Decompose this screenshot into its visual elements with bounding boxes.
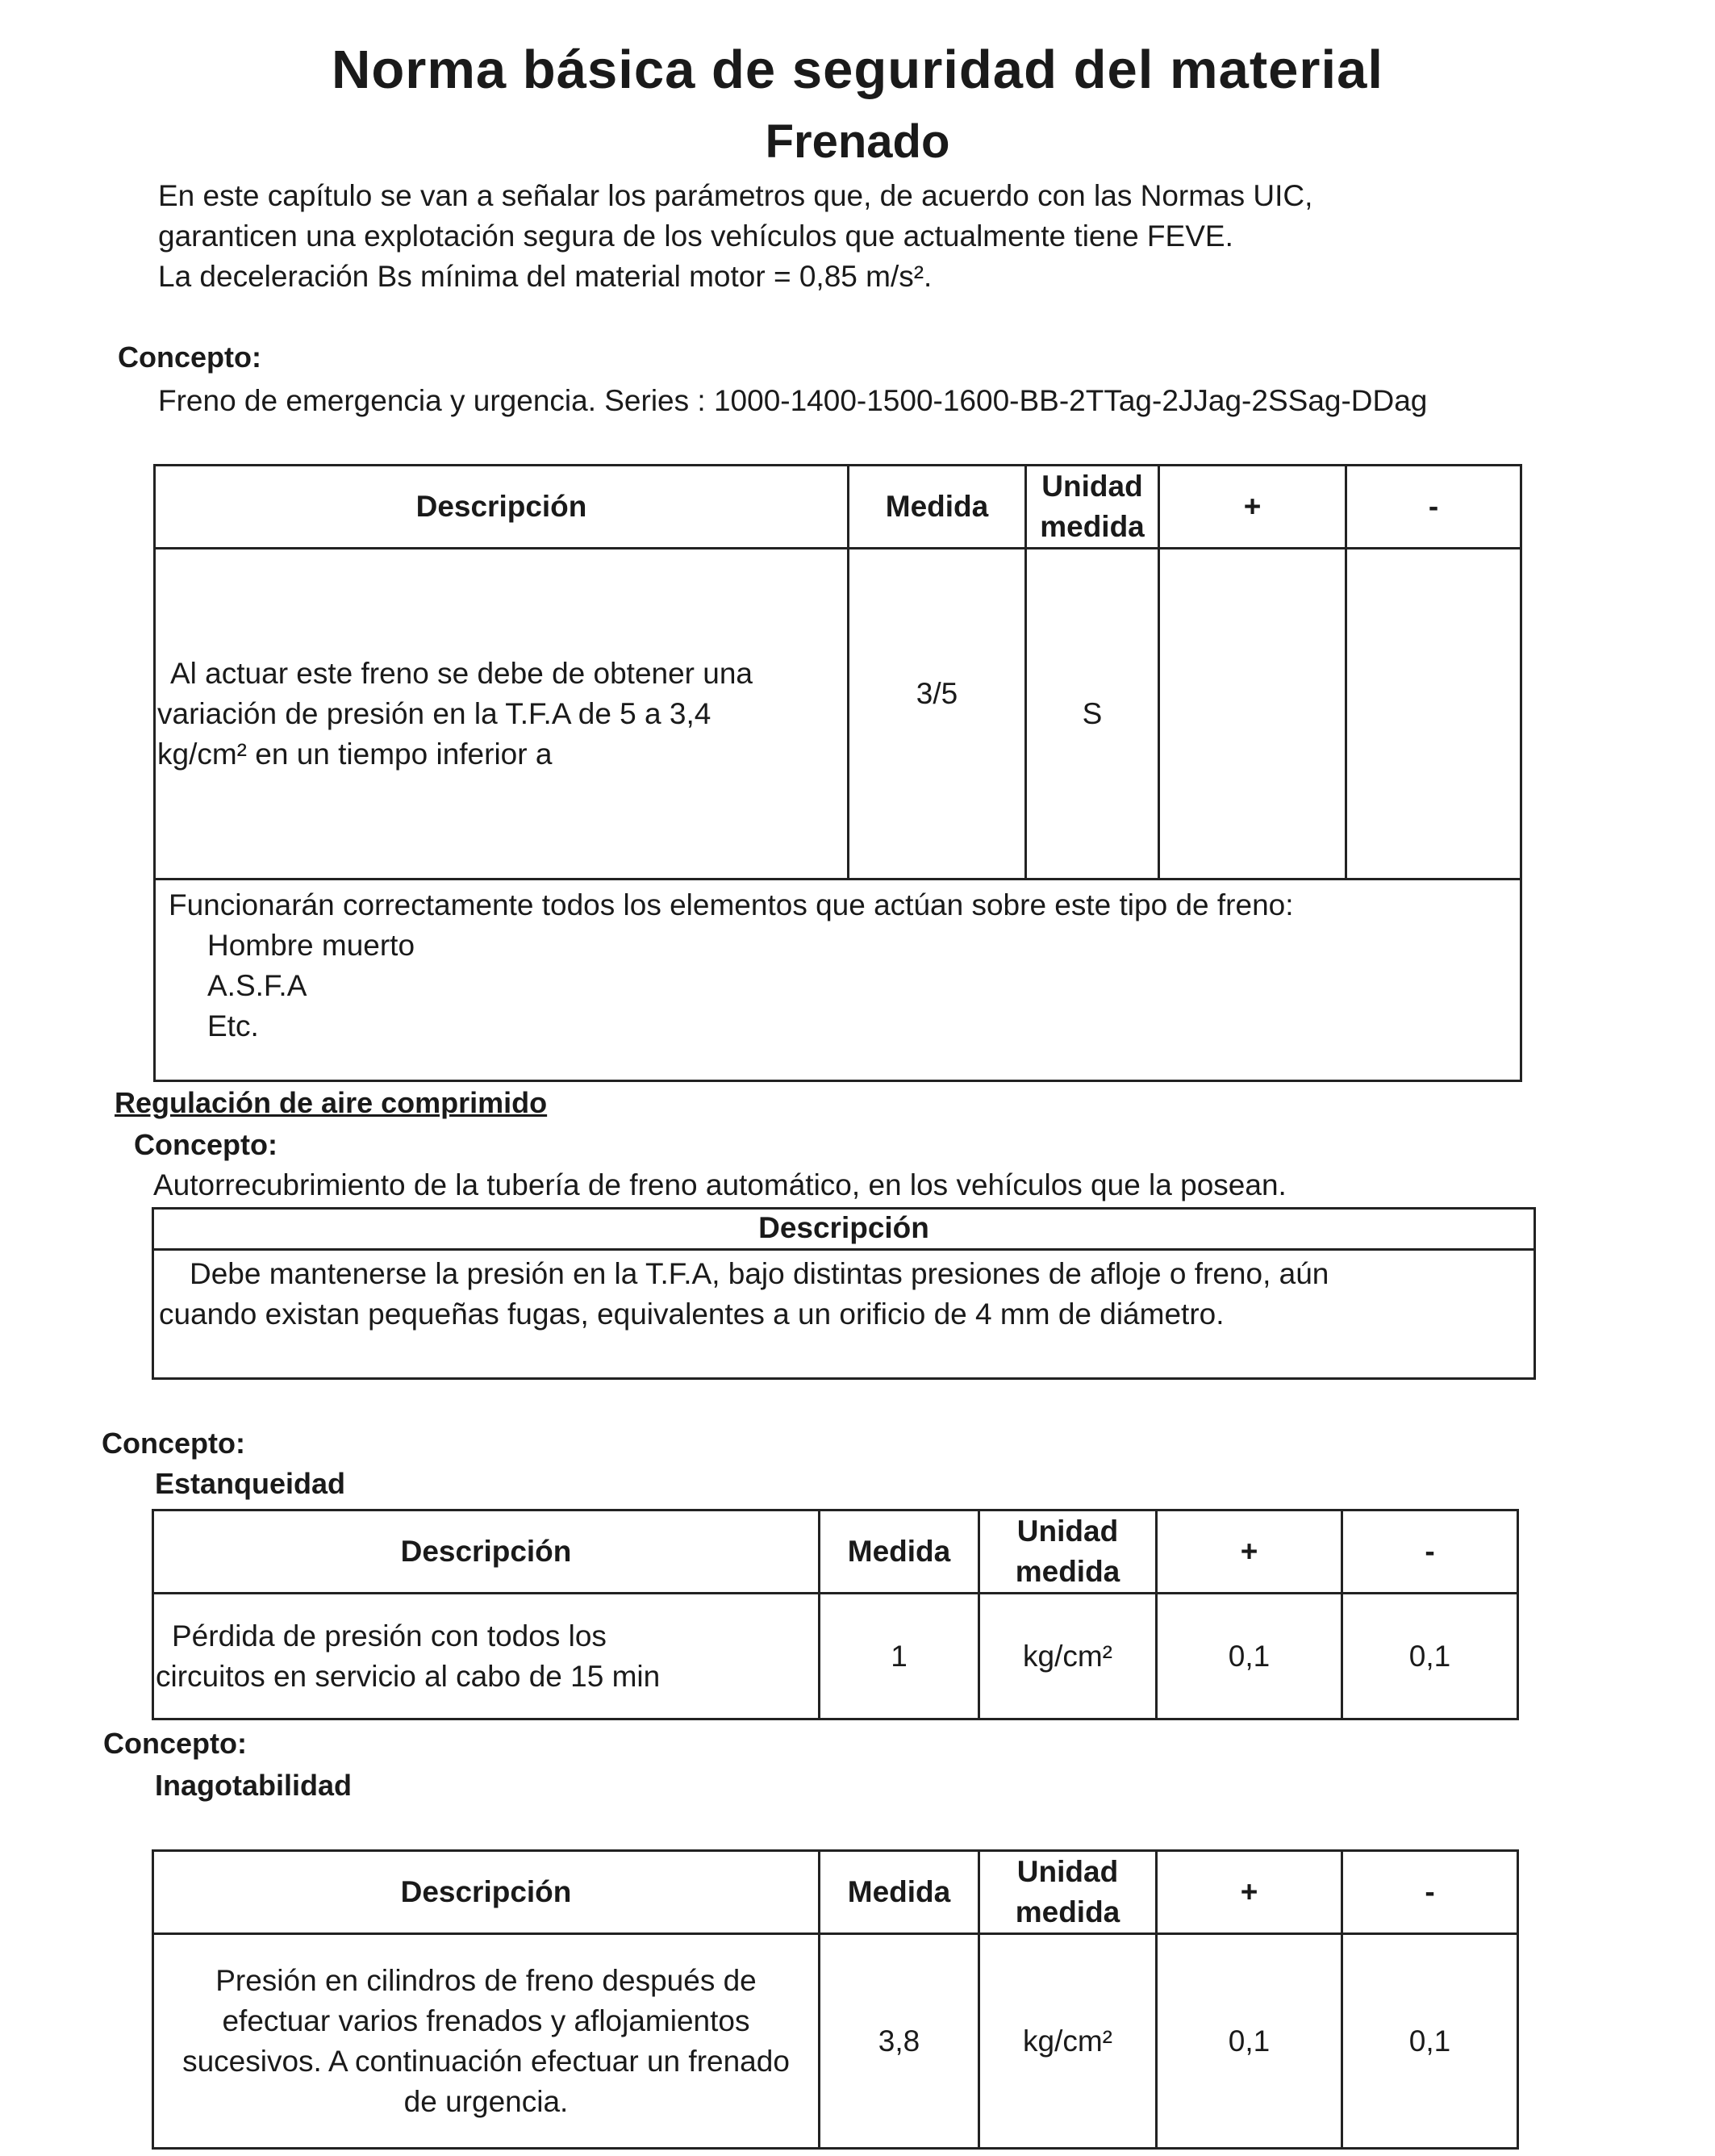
note-cell bbox=[155, 880, 1521, 1081]
row-medida: 1 bbox=[820, 1594, 979, 1719]
table-header-row bbox=[153, 1851, 1518, 1934]
note-item: Etc. bbox=[207, 1009, 259, 1042]
row-minus: 0,1 bbox=[1342, 1934, 1518, 2149]
note-row bbox=[155, 880, 1521, 1081]
desc-line-1: Debe mantenerse la presión en la T.F.A, bajo distintas presiones de afloje o freno, aún bbox=[190, 1257, 1329, 1290]
concept-text-1: Freno de emergencia y urgencia. Series : 1000-1400-1500-1600-BB-2TTag-2JJag-2SSag-DDag bbox=[158, 384, 1428, 417]
page-title: Norma básica de seguridad del material bbox=[331, 40, 1384, 100]
row-medida: 3,8 bbox=[820, 1934, 979, 2149]
row-description bbox=[153, 1594, 820, 1719]
section-heading-regulacion: Regulación de aire comprimido bbox=[115, 1086, 548, 1119]
row-medida bbox=[849, 549, 1026, 880]
concept-text-3: Estanqueidad bbox=[155, 1467, 346, 1500]
header-minus: - bbox=[1346, 466, 1521, 549]
row-plus: 0,1 bbox=[1157, 1594, 1342, 1719]
header-plus: + bbox=[1157, 1851, 1342, 1934]
row-unidad: S bbox=[1026, 549, 1159, 880]
desc-line-4: de urgencia. bbox=[403, 2084, 569, 2118]
table-header-row bbox=[153, 1510, 1518, 1594]
note-line: Funcionarán correctamente todos los elementos que actúan sobre este tipo de freno: bbox=[169, 888, 1294, 921]
header-descripcion: Descripción bbox=[153, 1510, 820, 1594]
desc-line-2: variación de presión en la T.F.A de 5 a 3,4 bbox=[157, 696, 711, 730]
row-minus bbox=[1346, 549, 1521, 880]
desc-line-2: cuando existan pequeñas fugas, equivalentes a un orificio de 4 mm de diámetro. bbox=[159, 1297, 1225, 1331]
concept-label-3: Concepto: bbox=[102, 1427, 245, 1460]
page-subtitle: Frenado bbox=[765, 115, 950, 168]
table-row bbox=[153, 1594, 1518, 1719]
desc-line-2: efectuar varios frenados y aflojamientos bbox=[222, 2003, 750, 2037]
medida-value: 3/5 bbox=[916, 676, 958, 710]
desc-line-3: sucesivos. A continuación efectuar un frenado bbox=[182, 2044, 790, 2078]
concept-label-1: Concepto: bbox=[118, 341, 261, 374]
header-medida: Medida bbox=[820, 1510, 979, 1594]
table-header-row bbox=[155, 466, 1521, 549]
row-description bbox=[153, 1934, 820, 2149]
table-row bbox=[153, 1934, 1518, 2149]
desc-body bbox=[154, 1251, 1533, 1335]
header-descripcion: Descripción bbox=[155, 466, 849, 549]
header-minus: - bbox=[1342, 1851, 1518, 1934]
header-plus: + bbox=[1157, 1510, 1342, 1594]
header-plus: + bbox=[1159, 466, 1346, 549]
row-description bbox=[155, 549, 849, 880]
header-unidad-medida: Unidad medida bbox=[979, 1510, 1157, 1594]
note-item: A.S.F.A bbox=[207, 969, 307, 1002]
row-unidad: kg/cm² bbox=[979, 1934, 1157, 2149]
desc-line-1: Pérdida de presión con todos los bbox=[172, 1619, 607, 1653]
intro-line-2: garanticen una explotación segura de los vehículos que actualmente tiene FEVE. bbox=[158, 219, 1233, 253]
brake-emergency-table bbox=[153, 464, 1522, 1082]
header-descripcion: Descripción bbox=[153, 1851, 820, 1934]
header-medida: Medida bbox=[820, 1851, 979, 1934]
desc-header: Descripción bbox=[154, 1210, 1533, 1251]
row-minus: 0,1 bbox=[1342, 1594, 1518, 1719]
header-unidad-medida: Unidad medida bbox=[1026, 466, 1159, 549]
header-medida: Medida bbox=[849, 466, 1026, 549]
concept-text-2: Autorrecubrimiento de la tubería de freno automático, en los vehículos que la posean. bbox=[153, 1168, 1287, 1201]
row-plus bbox=[1159, 549, 1346, 880]
row-plus: 0,1 bbox=[1157, 1934, 1342, 2149]
header-unidad-medida: Unidad medida bbox=[979, 1851, 1157, 1934]
desc-line-2: circuitos en servicio al cabo de 15 min bbox=[156, 1659, 661, 1693]
estanqueidad-table bbox=[152, 1509, 1519, 1720]
inagotabilidad-table bbox=[152, 1849, 1519, 2150]
desc-line-1: Al actuar este freno se debe de obtener una bbox=[170, 656, 753, 690]
autorrecubrimiento-table bbox=[152, 1207, 1536, 1380]
header-minus: - bbox=[1342, 1510, 1518, 1594]
concept-label-2: Concepto: bbox=[134, 1128, 277, 1161]
intro-paragraph bbox=[158, 176, 1312, 297]
desc-line-3: kg/cm² en un tiempo inferior a bbox=[157, 737, 553, 771]
intro-line-1: En este capítulo se van a señalar los parámetros que, de acuerdo con las Normas UIC, bbox=[158, 179, 1313, 212]
row-unidad: kg/cm² bbox=[979, 1594, 1157, 1719]
note-item: Hombre muerto bbox=[207, 929, 415, 962]
concept-label-4: Concepto: bbox=[103, 1727, 247, 1760]
intro-line-3: La deceleración Bs mínima del material motor = 0,85 m/s². bbox=[158, 260, 933, 293]
table-row bbox=[155, 549, 1521, 880]
concept-text-4: Inagotabilidad bbox=[155, 1769, 353, 1802]
desc-line-1: Presión en cilindros de freno después de bbox=[215, 1963, 757, 1997]
